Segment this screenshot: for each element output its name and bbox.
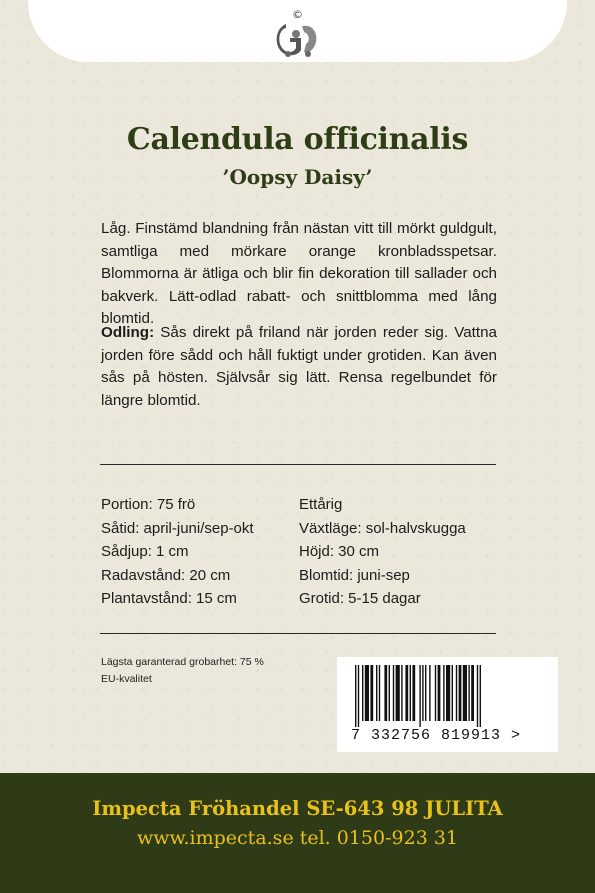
barcode-bar bbox=[446, 665, 450, 721]
cultivation-paragraph bbox=[101, 322, 497, 412]
barcode-bar bbox=[443, 665, 444, 721]
barcode-bar bbox=[410, 665, 411, 721]
spec-row-spacing: Radavstånd: 20 cm bbox=[101, 566, 231, 584]
barcode-bar bbox=[362, 665, 363, 721]
copyright-symbol: © bbox=[292, 8, 303, 21]
specs-left-column bbox=[101, 493, 254, 611]
barcode-bar bbox=[384, 665, 387, 721]
spec-height: Höjd: 30 cm bbox=[299, 543, 380, 560]
cultivation-text: Sås direkt på friland när jorden reder sig. Vattna jorden före sådd och håll fuktigt under grotiden. Kan även sås på hösten. Självsår sig lätt. Rensa regelbundet för längre blomtid. bbox=[101, 324, 497, 409]
barcode-bar bbox=[358, 665, 359, 727]
barcode-bar bbox=[370, 665, 373, 721]
specs-right-column bbox=[299, 493, 466, 611]
barcode-bar bbox=[419, 665, 420, 727]
barcode-bar bbox=[379, 665, 380, 721]
barcode-bar bbox=[389, 665, 390, 721]
barcode-bar bbox=[452, 665, 453, 721]
divider-bottom bbox=[100, 633, 496, 634]
divider-top bbox=[100, 464, 496, 465]
barcode-number: 7 332756 819913 > bbox=[351, 727, 522, 744]
spec-sowing-depth: Sådjup: 1 cm bbox=[101, 543, 189, 560]
barcode-bar bbox=[422, 665, 423, 721]
barcode-bar bbox=[396, 665, 400, 721]
product-title: Calendula officinalis bbox=[126, 122, 469, 157]
spec-location: Växtläge: sol-halvskugga bbox=[299, 519, 466, 537]
barcode-bar bbox=[463, 665, 467, 721]
barcode-bars bbox=[347, 665, 547, 727]
barcode-bar bbox=[429, 665, 430, 721]
spec-portion: Portion: 75 frö bbox=[101, 496, 196, 513]
fine-print bbox=[101, 654, 264, 688]
barcode-bar bbox=[438, 665, 441, 721]
barcode-bar bbox=[480, 665, 481, 727]
spec-plant-spacing: Plantavstånd: 15 cm bbox=[101, 590, 237, 607]
barcode-bar bbox=[376, 665, 377, 721]
barcode-bar bbox=[468, 665, 469, 721]
barcode-bar bbox=[365, 665, 369, 721]
spec-lifecycle: Ettårig bbox=[299, 496, 343, 513]
barcode-bar bbox=[412, 665, 415, 721]
spec-sowing-time: Såtid: april-juni/sep-okt bbox=[101, 519, 254, 537]
variety-name: ’Oopsy Daisy’ bbox=[222, 165, 373, 189]
impecta-logo bbox=[272, 4, 324, 64]
barcode-bar bbox=[477, 665, 478, 727]
spec-germination-time: Grotid: 5-15 dagar bbox=[299, 590, 421, 607]
barcode-bar bbox=[459, 665, 462, 721]
barcode-bar bbox=[456, 665, 457, 721]
eu-quality: EU-kvalitet bbox=[101, 673, 152, 685]
barcode-bar bbox=[471, 665, 474, 721]
description-paragraph: Låg. Finstämd blandning från nästan vitt till mörkt guldgult, samtliga med mörkare orange kronbladsspetsar. Blommorna är ätliga och blir fin dekoration till sallader och bakverk. Lätt-odlad rabatt- och snittblomma med lång blomtid. bbox=[101, 220, 497, 327]
barcode-bar bbox=[393, 665, 394, 721]
footer-company-address: Impecta Fröhandel SE-643 98 JULITA bbox=[92, 797, 503, 820]
barcode-bar bbox=[425, 665, 426, 721]
spec-bloom-time: Blomtid: juni-sep bbox=[299, 566, 410, 584]
barcode-bar bbox=[405, 665, 408, 721]
barcode-bar bbox=[401, 665, 402, 721]
barcode bbox=[337, 657, 558, 752]
footer bbox=[0, 773, 595, 893]
germination-guarantee: Lägsta garanterad grobarhet: 75 % bbox=[101, 656, 264, 668]
barcode-bar bbox=[435, 665, 436, 721]
footer-contact: www.impecta.se tel. 0150-923 31 bbox=[136, 827, 459, 849]
cultivation-label: Odling: bbox=[101, 324, 155, 341]
barcode-bar bbox=[355, 665, 356, 727]
